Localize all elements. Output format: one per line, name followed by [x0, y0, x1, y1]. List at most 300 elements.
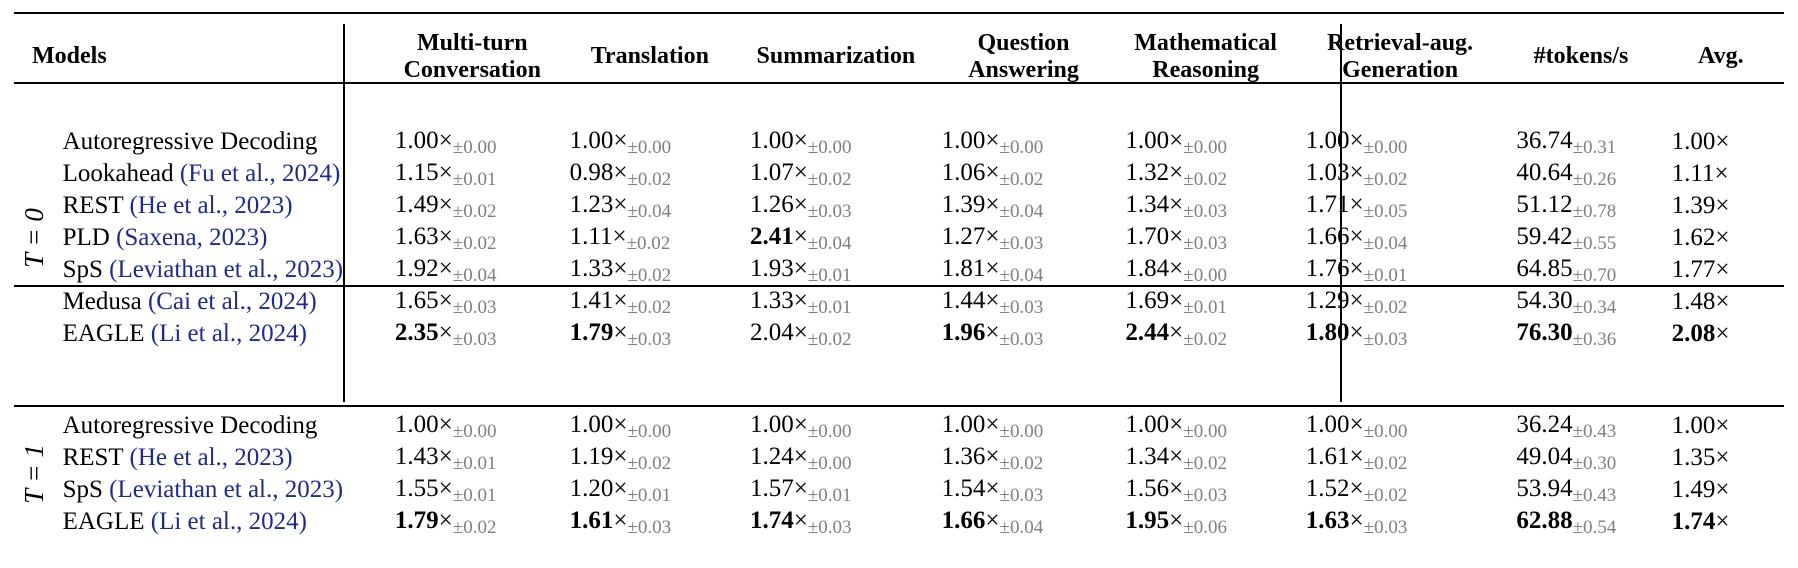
std-dev: ±0.54 [1572, 517, 1617, 538]
std-dev: ±0.02 [627, 265, 672, 286]
cell-qa [932, 410, 1116, 442]
cell-summarization [740, 126, 932, 158]
cell-value: 2.04 [750, 319, 794, 346]
times-symbol: × [613, 287, 628, 314]
cell-math [1115, 286, 1295, 318]
times-symbol: × [1715, 288, 1730, 315]
std-dev: ±0.00 [999, 421, 1044, 442]
cell-multi-turn [385, 410, 560, 442]
cell-value: 1.93 [750, 255, 794, 282]
cell-value: 1.96 [941, 319, 986, 346]
times-symbol: × [793, 255, 808, 282]
model-name-cell [55, 158, 385, 190]
cell-tokens [1504, 190, 1657, 222]
std-dev: ±0.00 [1363, 137, 1408, 158]
cell-qa [932, 318, 1116, 350]
cell-value: 49.04 [1516, 443, 1573, 470]
times-symbol: × [793, 127, 808, 154]
cell-value: 54.30 [1516, 287, 1573, 314]
cell-value: 1.00 [941, 411, 986, 438]
cell-value: 1.00 [1125, 127, 1170, 154]
cell-value: 1.11 [1671, 160, 1715, 187]
header-math-line1: Mathematical [1134, 29, 1277, 56]
cell-multi-turn [385, 222, 560, 254]
header-avg: Avg. [1698, 43, 1744, 69]
group-label-cell [14, 410, 55, 538]
times-symbol: × [1169, 127, 1184, 154]
cell-value: 1.77 [1671, 256, 1716, 283]
std-dev: ±0.00 [807, 453, 852, 474]
cell-multi-turn [385, 442, 560, 474]
cell-rag [1296, 190, 1505, 222]
cell-value: 1.55 [394, 475, 439, 502]
cell-value: 1.29 [1305, 287, 1350, 314]
table-row [14, 222, 1784, 254]
cell-value: 1.54 [941, 475, 986, 502]
cell-summarization [740, 222, 932, 254]
std-dev: ±0.02 [1183, 169, 1227, 190]
spacer-row [14, 96, 1784, 126]
model-name: SpS [62, 476, 103, 503]
cell-value: 1.69 [1125, 287, 1170, 314]
cell-value: 1.00 [569, 127, 614, 154]
gap-row [14, 538, 1784, 568]
std-dev: ±0.02 [999, 169, 1044, 190]
group-t0 [14, 96, 1784, 380]
cell-value: 1.00 [750, 411, 794, 438]
cell-value: 1.95 [1125, 507, 1170, 534]
std-dev: ±0.04 [807, 233, 852, 254]
cell-tokens [1504, 126, 1657, 158]
cell-summarization [740, 286, 932, 318]
times-symbol: × [613, 443, 628, 470]
times-symbol: × [438, 475, 453, 502]
std-dev: ±0.02 [1183, 329, 1227, 350]
cell-value: 1.00 [941, 127, 986, 154]
std-dev: ±0.70 [1572, 265, 1617, 286]
times-symbol: × [613, 319, 628, 346]
times-symbol: × [985, 223, 1000, 250]
model-name: Medusa [62, 288, 142, 315]
group-t1 [14, 380, 1784, 568]
cell-rag [1296, 222, 1505, 254]
cell-tokens [1504, 286, 1657, 318]
std-dev: ±0.01 [807, 265, 852, 286]
cell-tokens [1504, 254, 1657, 286]
cell-rag [1296, 318, 1505, 350]
citation-link: (Leviathan et al., 2023) [109, 256, 344, 283]
times-symbol: × [1349, 443, 1364, 470]
model-name: EAGLE [62, 508, 145, 535]
cell-qa [932, 474, 1116, 506]
times-symbol: × [613, 191, 628, 218]
cell-rag [1296, 442, 1505, 474]
cell-qa [932, 286, 1116, 318]
cell-value: 1.15 [394, 159, 439, 186]
times-symbol: × [1169, 255, 1184, 282]
std-dev: ±0.02 [999, 453, 1044, 474]
cell-value: 1.81 [941, 255, 986, 282]
cell-translation [560, 254, 740, 286]
std-dev: ±0.00 [807, 137, 852, 158]
cell-value: 59.42 [1516, 223, 1573, 250]
cell-value: 1.33 [750, 287, 794, 314]
cell-value: 36.24 [1516, 411, 1573, 438]
times-symbol: × [985, 159, 1000, 186]
times-symbol: × [438, 507, 453, 534]
model-name: PLD [62, 224, 110, 251]
header-rag-line2: Generation [1342, 56, 1459, 83]
cell-value: 1.00 [750, 127, 794, 154]
times-symbol: × [1715, 224, 1730, 251]
std-dev: ±0.03 [452, 297, 497, 318]
cell-rag [1296, 126, 1505, 158]
table-row [14, 410, 1784, 442]
times-symbol: × [1169, 507, 1184, 534]
cell-tokens [1504, 158, 1657, 190]
cell-multi-turn [385, 286, 560, 318]
times-symbol: × [1715, 476, 1730, 503]
cell-value: 1.00 [1671, 412, 1716, 439]
cell-value: 1.00 [1305, 411, 1350, 438]
cell-tokens [1504, 410, 1657, 442]
std-dev: ±0.03 [452, 329, 497, 350]
cell-value: 1.65 [394, 287, 439, 314]
model-name: Autoregressive Decoding [62, 412, 318, 439]
times-symbol: × [793, 191, 808, 218]
table-row [14, 190, 1784, 222]
cell-value: 1.00 [1671, 128, 1716, 155]
cell-math [1115, 442, 1295, 474]
model-name: Autoregressive Decoding [62, 128, 318, 155]
header-multi-turn [385, 17, 560, 96]
cell-value: 1.07 [750, 159, 794, 186]
times-symbol: × [438, 443, 453, 470]
cell-value: 1.24 [750, 443, 794, 470]
times-symbol: × [985, 411, 1000, 438]
citation-link: (Fu et al., 2024) [179, 160, 341, 187]
cell-value: 1.03 [1305, 159, 1350, 186]
model-name-cell [55, 222, 385, 254]
std-dev: ±0.01 [1363, 265, 1408, 286]
std-dev: ±0.02 [1363, 297, 1408, 318]
cell-value: 1.49 [1671, 476, 1716, 503]
header-translation: Translation [590, 43, 709, 69]
std-dev: ±0.00 [1183, 265, 1227, 286]
times-symbol: × [613, 255, 628, 282]
std-dev: ±0.01 [1183, 297, 1227, 318]
std-dev: ±0.03 [1183, 233, 1227, 254]
cell-value: 1.19 [569, 443, 614, 470]
std-dev: ±0.00 [1183, 421, 1227, 442]
cell-translation [560, 506, 740, 538]
cell-translation [560, 286, 740, 318]
cell-value: 2.35 [394, 319, 439, 346]
std-dev: ±0.01 [627, 485, 672, 506]
std-dev: ±0.02 [452, 201, 497, 222]
std-dev: ±0.05 [1363, 201, 1408, 222]
std-dev: ±0.04 [999, 517, 1044, 538]
cell-qa [932, 222, 1116, 254]
times-symbol: × [793, 475, 808, 502]
std-dev: ±0.00 [1363, 421, 1408, 442]
cell-avg [1658, 254, 1784, 286]
std-dev: ±0.00 [1183, 137, 1227, 158]
cell-translation [560, 126, 740, 158]
std-dev: ±0.78 [1572, 201, 1617, 222]
times-symbol: × [1349, 255, 1364, 282]
times-symbol: × [1349, 475, 1364, 502]
std-dev: ±0.04 [627, 201, 672, 222]
times-symbol: × [1349, 319, 1364, 346]
header-qa [932, 17, 1116, 96]
cell-summarization [740, 158, 932, 190]
cell-math [1115, 318, 1295, 350]
times-symbol: × [438, 127, 453, 154]
cell-value: 2.08 [1671, 320, 1716, 347]
table-row [14, 286, 1784, 318]
cell-tokens [1504, 318, 1657, 350]
header-tokens: #tokens/s [1533, 43, 1629, 69]
std-dev: ±0.03 [1183, 201, 1227, 222]
cell-qa [932, 126, 1116, 158]
gap-row [14, 350, 1784, 380]
std-dev: ±0.43 [1572, 485, 1617, 506]
std-dev: ±0.04 [1363, 233, 1408, 254]
cell-translation [560, 318, 740, 350]
std-dev: ±0.26 [1572, 169, 1617, 190]
std-dev: ±0.02 [1363, 169, 1408, 190]
cell-rag [1296, 158, 1505, 190]
std-dev: ±0.00 [999, 137, 1044, 158]
cell-value: 64.85 [1516, 255, 1573, 282]
cell-multi-turn [385, 158, 560, 190]
times-symbol: × [1349, 191, 1364, 218]
times-symbol: × [793, 443, 808, 470]
cell-multi-turn [385, 318, 560, 350]
cell-avg [1658, 442, 1784, 474]
cell-rag [1296, 506, 1505, 538]
cell-avg [1658, 410, 1784, 442]
std-dev: ±0.02 [452, 233, 497, 254]
times-symbol: × [1349, 507, 1364, 534]
cell-translation [560, 410, 740, 442]
cell-summarization [740, 474, 932, 506]
cell-value: 1.63 [394, 223, 439, 250]
cell-math [1115, 126, 1295, 158]
cell-value: 1.92 [394, 255, 439, 282]
times-symbol: × [1715, 320, 1730, 347]
cell-value: 1.57 [750, 475, 794, 502]
cell-tokens [1504, 474, 1657, 506]
cell-multi-turn [385, 126, 560, 158]
times-symbol: × [793, 223, 808, 250]
std-dev: ±0.03 [1363, 329, 1408, 350]
cell-value: 1.71 [1305, 191, 1350, 218]
header-qa-line1: Question [977, 29, 1070, 56]
cell-value: 1.49 [394, 191, 439, 218]
cell-summarization [740, 442, 932, 474]
times-symbol: × [985, 287, 1000, 314]
cell-value: 1.66 [941, 507, 986, 534]
cell-math [1115, 158, 1295, 190]
cell-value: 1.61 [1305, 443, 1350, 470]
std-dev: ±0.02 [1183, 453, 1227, 474]
times-symbol: × [1169, 319, 1184, 346]
times-symbol: × [1349, 127, 1364, 154]
cell-value: 1.36 [941, 443, 986, 470]
cell-avg [1658, 190, 1784, 222]
cell-value: 1.48 [1671, 288, 1716, 315]
results-table [14, 17, 1784, 568]
cell-value: 1.00 [1125, 411, 1170, 438]
cell-avg [1658, 222, 1784, 254]
cell-rag [1296, 474, 1505, 506]
times-symbol: × [1349, 411, 1364, 438]
std-dev: ±0.01 [807, 485, 852, 506]
model-name-cell [55, 254, 385, 286]
std-dev: ±0.02 [807, 169, 852, 190]
cell-avg [1658, 318, 1784, 350]
times-symbol: × [985, 475, 1000, 502]
std-dev: ±0.01 [807, 297, 852, 318]
std-dev: ±0.01 [452, 169, 497, 190]
table-row [14, 158, 1784, 190]
times-symbol: × [438, 191, 453, 218]
cell-value: 1.26 [750, 191, 794, 218]
times-symbol: × [1715, 128, 1730, 155]
group-label: T = 1 [19, 444, 50, 504]
cell-math [1115, 474, 1295, 506]
cell-rag [1296, 410, 1505, 442]
cell-math [1115, 190, 1295, 222]
cell-value: 1.43 [394, 443, 439, 470]
header-multi-turn-line1: Multi-turn [416, 29, 528, 56]
model-name-cell [55, 506, 385, 538]
times-symbol: × [985, 191, 1000, 218]
std-dev: ±0.06 [1183, 517, 1227, 538]
std-dev: ±0.03 [999, 329, 1044, 350]
model-name: REST [62, 444, 124, 471]
cell-avg [1658, 474, 1784, 506]
cell-value: 1.52 [1305, 475, 1350, 502]
std-dev: ±0.02 [1363, 485, 1408, 506]
model-name: REST [62, 192, 124, 219]
cell-value: 1.80 [1305, 319, 1350, 346]
cell-qa [932, 190, 1116, 222]
cell-value: 1.76 [1305, 255, 1350, 282]
cell-avg [1658, 506, 1784, 538]
cell-value: 1.00 [394, 127, 439, 154]
model-name-cell [55, 190, 385, 222]
times-symbol: × [793, 507, 808, 534]
std-dev: ±0.02 [627, 453, 672, 474]
times-symbol: × [985, 255, 1000, 282]
cell-math [1115, 254, 1295, 286]
times-symbol: × [438, 255, 453, 282]
cell-value: 76.30 [1516, 319, 1573, 346]
header-summarization: Summarization [756, 43, 916, 69]
cell-translation [560, 442, 740, 474]
cell-rag [1296, 286, 1505, 318]
citation-link: (Saxena, 2023) [116, 224, 268, 251]
times-symbol: × [438, 319, 453, 346]
times-symbol: × [438, 223, 453, 250]
cell-value: 1.35 [1671, 444, 1716, 471]
times-symbol: × [793, 411, 808, 438]
cell-value: 2.44 [1125, 319, 1170, 346]
cell-tokens [1504, 442, 1657, 474]
cell-value: 1.34 [1125, 443, 1170, 470]
std-dev: ±0.00 [627, 421, 672, 442]
model-name: Lookahead [62, 160, 174, 187]
model-name-cell [55, 286, 385, 318]
std-dev: ±0.43 [1572, 421, 1617, 442]
table-row [14, 318, 1784, 350]
times-symbol: × [985, 507, 1000, 534]
cell-qa [932, 442, 1116, 474]
std-dev: ±0.03 [999, 297, 1044, 318]
cell-translation [560, 222, 740, 254]
std-dev: ±0.03 [999, 233, 1044, 254]
citation-link: (Li et al., 2024) [150, 508, 307, 535]
cell-value: 1.39 [1671, 192, 1716, 219]
table-row [14, 474, 1784, 506]
std-dev: ±0.02 [626, 233, 671, 254]
times-symbol: × [613, 507, 628, 534]
cell-value: 1.39 [941, 191, 986, 218]
std-dev: ±0.04 [452, 265, 497, 286]
model-name-cell [55, 126, 385, 158]
std-dev: ±0.31 [1572, 137, 1617, 158]
cell-summarization [740, 318, 932, 350]
cell-translation [560, 474, 740, 506]
cell-value: 1.06 [941, 159, 986, 186]
cell-value: 36.74 [1516, 127, 1573, 154]
table-row [14, 126, 1784, 158]
model-name: SpS [62, 256, 103, 283]
citation-link: (Li et al., 2024) [150, 320, 307, 347]
cell-value: 2.41 [750, 223, 794, 250]
std-dev: ±0.01 [452, 453, 497, 474]
cell-value: 1.74 [750, 507, 794, 534]
header-rag [1296, 17, 1505, 96]
std-dev: ±0.34 [1572, 297, 1617, 318]
header-rag-line1: Retrieval-aug. [1327, 29, 1474, 56]
times-symbol: × [438, 287, 453, 314]
cell-avg [1658, 126, 1784, 158]
table-row [14, 506, 1784, 538]
times-symbol: × [793, 159, 808, 186]
table-row [14, 254, 1784, 286]
times-symbol: × [1715, 508, 1730, 535]
cell-translation [560, 158, 740, 190]
std-dev: ±0.02 [452, 517, 497, 538]
std-dev: ±0.00 [452, 421, 497, 442]
std-dev: ±0.36 [1572, 329, 1617, 350]
cell-value: 1.56 [1125, 475, 1170, 502]
times-symbol: × [1349, 287, 1364, 314]
group-label: T = 0 [19, 208, 50, 268]
std-dev: ±0.00 [627, 137, 672, 158]
std-dev: ±0.00 [452, 137, 497, 158]
cell-value: 1.84 [1125, 255, 1170, 282]
cell-value: 1.63 [1305, 507, 1350, 534]
cell-value: 1.62 [1671, 224, 1716, 251]
cell-value: 1.79 [569, 319, 614, 346]
header-math [1115, 17, 1295, 96]
times-symbol: × [438, 159, 453, 186]
